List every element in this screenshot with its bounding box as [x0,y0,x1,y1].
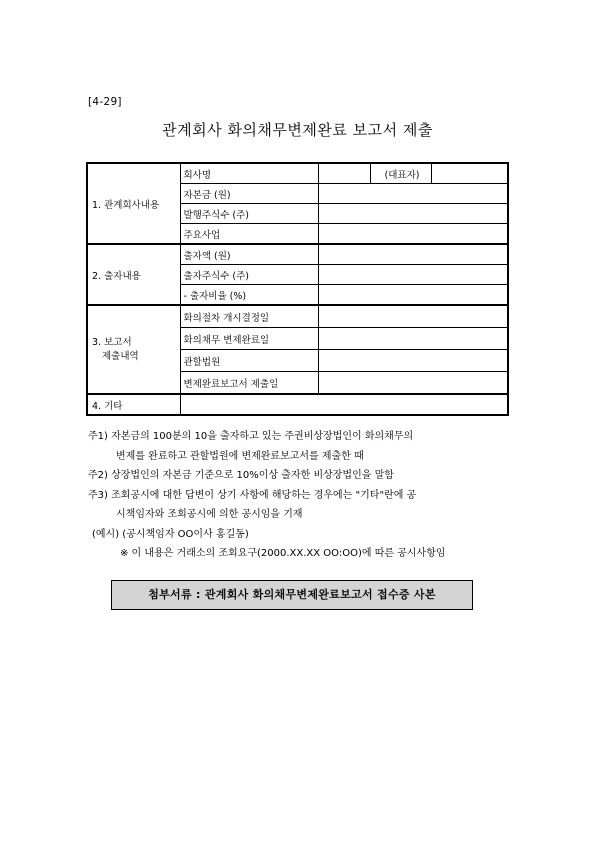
section1-label: 1. 관계회사내용 [87,163,180,244]
representative-label: (대표자) [370,163,431,184]
capital-label: 자본금 (원) [180,184,318,204]
form-code: [4-29] [88,96,122,108]
memo-note: ※ 이 내용은 거래소의 조회요구(2000.XX.XX OO:OO)에 따른 공시사항임 [120,548,446,559]
company-name-label: 회사명 [180,163,318,184]
investment-shares-value[interactable] [318,265,508,285]
investment-ratio-label: - 출자비율 (%) [180,285,318,306]
investment-shares-label: 출자주식수 (주) [180,265,318,285]
capital-value[interactable] [318,184,508,204]
section3-label-line2: 제출내역 [102,350,139,362]
report-table [86,162,509,416]
note3-line2: 시책임자와 조회공시에 의한 공시임을 기재 [116,509,303,520]
section3-label-line1: 3. 보고서 [92,336,132,348]
composition-start-label: 화의절차 개시결정일 [180,305,318,328]
issued-shares-value[interactable] [318,204,508,224]
note2: 주2) 상장법인의 자본금 기준으로 10%이상 출자한 비상장법인을 말함 [88,470,394,481]
example-note: (예시) (공시책임자 OO이사 홍길동) [92,528,249,540]
court-label: 관할법원 [180,350,318,372]
report-date-value[interactable] [318,372,508,395]
main-business-label: 주요사업 [180,224,318,245]
investment-amount-label: 출자액 (원) [180,244,318,265]
composition-start-value[interactable] [318,305,508,328]
section2-label: 2. 출자내용 [87,244,180,305]
note1-line2: 변제를 완료하고 관할법원에 변제완료보고서를 제출한 때 [116,450,364,462]
debt-repaid-label: 화의채무 변제완료일 [180,328,318,350]
notes [88,427,446,564]
attachment-box: 첨부서류 : 관계회사 화의채무변제완료보고서 접수증 사본 [111,580,473,610]
note3-line1: 주3) 조회공시에 대한 답변이 상기 사항에 해당하는 경우에는 "기타"란에 공 [88,489,417,501]
section4-label: 4. 기타 [87,394,180,415]
debt-repaid-value[interactable] [318,328,508,350]
representative-value[interactable] [431,163,508,184]
investment-amount-value[interactable] [318,244,508,265]
page-title: 관계회사 화의채무변제완료 보고서 제출 [162,121,433,139]
investment-ratio-value[interactable] [318,285,508,306]
section4-value[interactable] [180,394,508,415]
main-business-value[interactable] [318,224,508,245]
company-name-value[interactable] [318,163,370,184]
issued-shares-label: 발행주식수 (주) [180,204,318,224]
report-date-label: 변제완료보고서 제출일 [180,372,318,395]
note1-line1: 주1) 자본금의 100분의 10을 출자하고 있는 주권비상장법인이 화의채무의 [88,431,414,442]
court-value[interactable] [318,350,508,372]
section3-label [87,305,180,394]
